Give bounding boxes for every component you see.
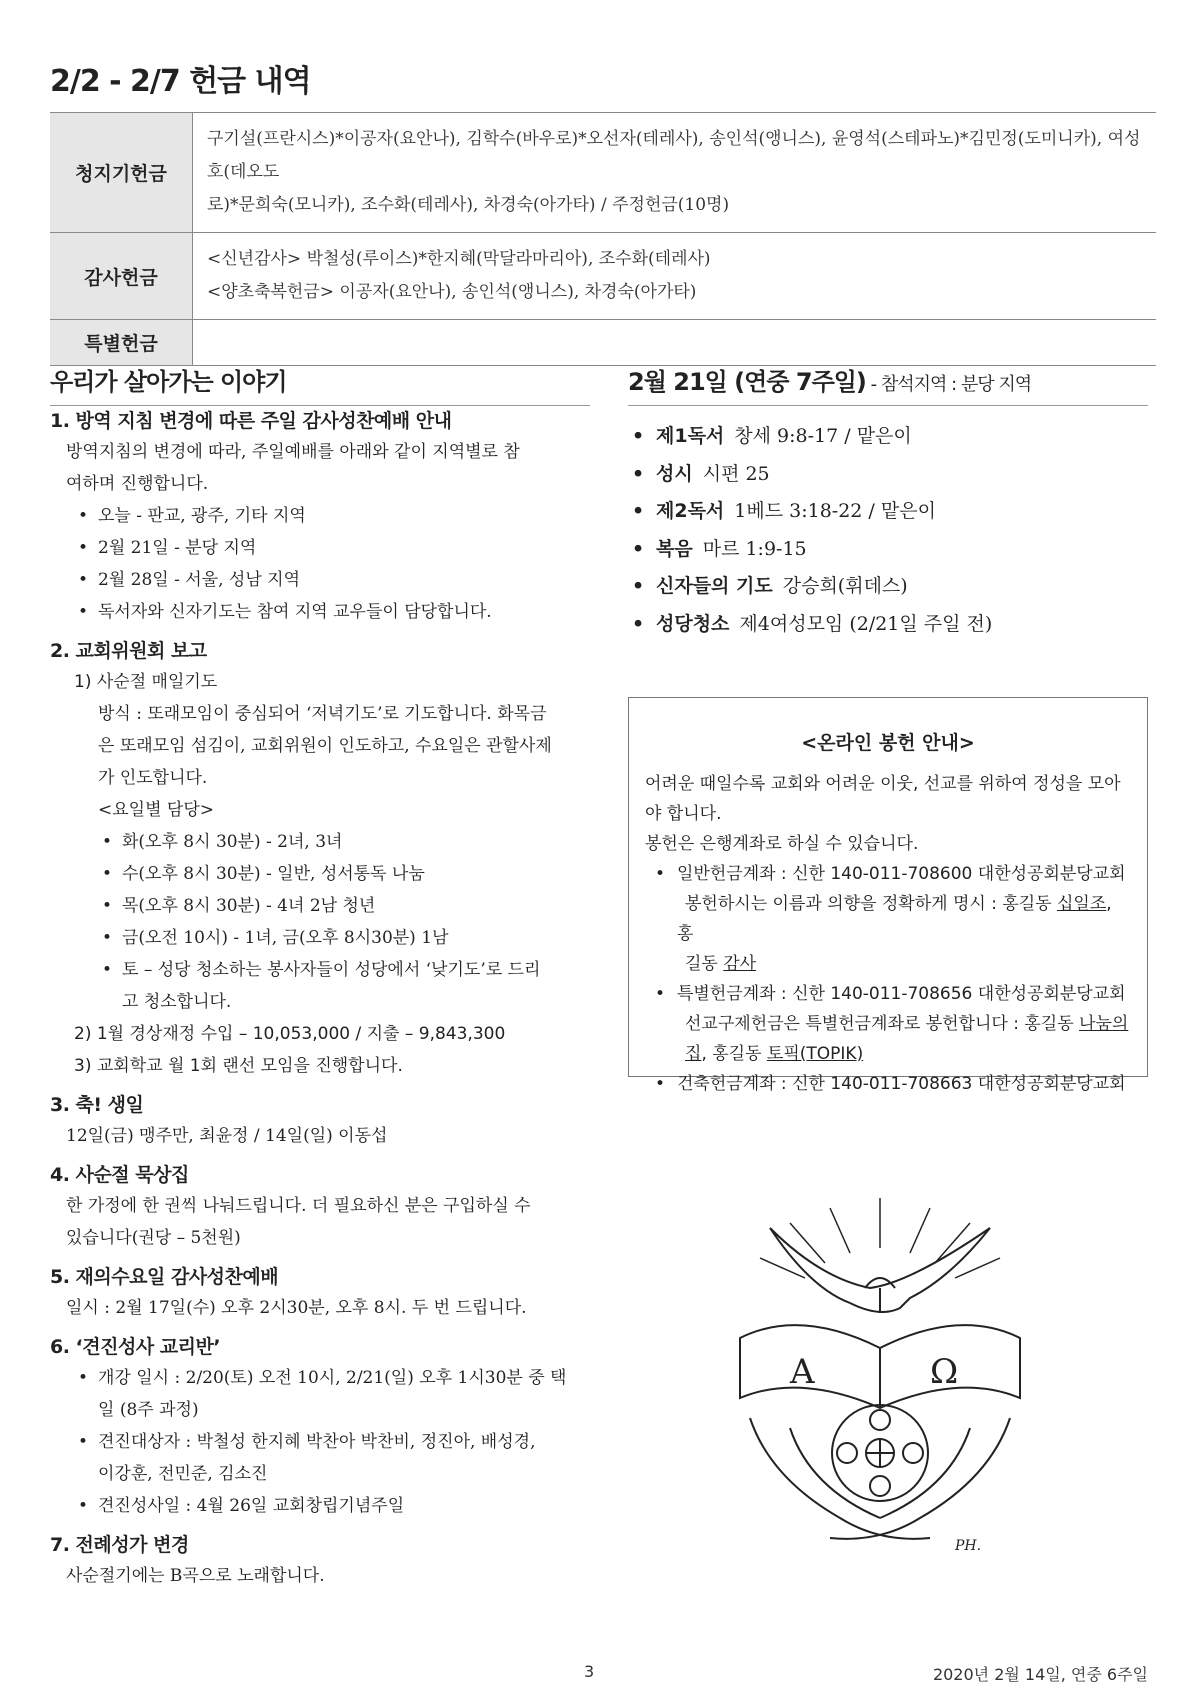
reading-value: 시편 25 — [702, 462, 770, 485]
note-text: 봉헌하시는 이름과 의향을 정확하게 명시 : 홍길동 — [685, 894, 1057, 914]
account-note — [677, 1044, 863, 1064]
list-item-text: 일 (8주 과정) — [98, 1400, 199, 1420]
note-example: 집 — [685, 1044, 702, 1064]
story-text: 여하며 진행합니다. — [66, 474, 209, 494]
reading-item — [628, 418, 1168, 456]
service-title-main: 2월 21일 (연중 7주일) — [628, 368, 866, 396]
reading-value: 강승희(휘데스) — [782, 575, 908, 597]
list-item-text: 견진대상자 : 박철성 한지혜 박찬아 박찬비, 정진아, 배성경, — [98, 1432, 536, 1452]
story-subheading: 2) 1월 경상재정 수입 – 10,053,000 / 지출 – 9,843,300 — [74, 1024, 506, 1044]
list-item: • 독서자와 신자기도는 참여 지역 교우들이 담당합니다. — [74, 596, 590, 628]
story-heading: 1. 방역 지침 변경에 따른 주일 감사성찬예배 안내 — [50, 410, 452, 432]
list-item-text: 토 – 성당 청소하는 봉사자들이 성당에서 ‘낮기도’로 드리 — [122, 960, 541, 980]
reading-value: 제4여성모임 (2/21일 주일 전) — [739, 612, 993, 635]
note-text: 길동 — [685, 954, 724, 974]
reading-item — [628, 606, 1168, 644]
reading-label: 제2독서 — [656, 500, 725, 522]
story-text: 한 가정에 한 권씩 나눠드립니다. 더 필요하신 분은 구입하실 수 — [66, 1196, 531, 1216]
account-note — [677, 954, 756, 974]
story-heading: 7. 전례성가 변경 — [50, 1534, 189, 1556]
offering-title: 2/2 - 2/7 헌금 내역 — [50, 56, 1150, 113]
story-subheading: 1) 사순절 매일기도 — [74, 672, 218, 692]
note-example: 십일조 — [1057, 894, 1107, 914]
reading-value: 1베드 3:18-22 / 맡은이 — [734, 500, 936, 522]
list-item — [98, 954, 590, 1018]
offering-row-special — [50, 320, 1156, 366]
offering-value — [193, 113, 1157, 233]
list-item — [74, 1426, 590, 1490]
reading-item — [628, 456, 1168, 494]
online-offering-box — [628, 697, 1148, 1094]
offering-line: <양초축복헌금> 이공자(요안나), 송인석(앵니스), 차경숙(아가타) — [207, 282, 697, 302]
online-intro: 야 합니다. — [645, 804, 722, 824]
story-text: 있습니다(권당 – 5천원) — [66, 1228, 241, 1248]
offering-table — [50, 112, 1156, 366]
story-heading: 6. ‘견진성사 교리반’ — [50, 1336, 221, 1358]
story-list — [50, 1362, 590, 1522]
story-heading: 5. 재의수요일 감사성찬예배 — [50, 1266, 279, 1288]
offering-label: 감사헌금 — [50, 233, 193, 320]
story-subheading: 3) 교회학교 월 1회 랜선 모임을 진행합니다. — [74, 1056, 403, 1076]
offering-line: <신년감사> 박철성(루이스)*한지혜(막달라마리아), 조수화(테레사) — [207, 249, 711, 269]
account-item — [653, 859, 1131, 979]
offering-label: 특별헌금 — [50, 320, 193, 366]
schedule-label: <요일별 담당> — [98, 800, 215, 820]
reading-item — [628, 531, 1168, 569]
list-item: • 수(오후 8시 30분) - 일반, 성서통독 나눔 — [98, 858, 590, 890]
offering-value — [193, 233, 1157, 320]
offering-label: 청지기헌금 — [50, 113, 193, 233]
reading-label: 제1독서 — [656, 425, 725, 447]
list-item-text: 개강 일시 : 2/20(토) 오전 10시, 2/21(일) 오후 1시30분 중 택 — [98, 1368, 567, 1388]
footer-date: 2020년 2월 14일, 연중 6주일 — [932, 1665, 1148, 1684]
offering-line: 구기설(프란시스)*이공자(요안나), 김학수(바우로)*오선자(테레사), 송인석(앵니스), 윤영석(스테파노)*김민정(도미니카), 여성호(데오도 — [207, 129, 1141, 182]
list-item: • 2월 28일 - 서울, 성남 지역 — [74, 564, 590, 596]
note-example: 토픽(TOPIK) — [766, 1044, 864, 1064]
note-example: 감사 — [723, 954, 757, 974]
list-item: • 금(오전 10시) - 1녀, 금(오후 8시30분) 1남 — [98, 922, 590, 954]
story-list — [50, 500, 590, 628]
reading-value: 마르 1:9-15 — [702, 537, 807, 560]
online-intro: 봉헌은 은행계좌로 하실 수 있습니다. — [645, 834, 919, 854]
note-text: , 홍 — [677, 894, 1112, 944]
list-item: • 목(오후 8시 30분) - 4녀 2남 청년 — [98, 890, 590, 922]
reading-item — [628, 493, 1168, 531]
offering-row-thanks — [50, 233, 1156, 320]
list-item: • 화(오후 8시 30분) - 2녀, 3녀 — [98, 826, 590, 858]
note-text: , 홍길동 — [701, 1044, 767, 1064]
bread-icon — [832, 1405, 928, 1501]
story-text: 일시 : 2월 17일(수) 오후 2시30분, 오후 8시. 두 번 드립니다. — [66, 1298, 527, 1318]
story-text: 사순절기에는 B곡으로 노래합니다. — [66, 1566, 325, 1586]
story-text: 방역지침의 변경에 따라, 주일예배를 아래와 같이 지역별로 참 — [66, 442, 520, 462]
service-readings — [628, 418, 1168, 643]
offering-row-steward — [50, 113, 1156, 233]
service-title-sub: - 참석지역 : 분당 지역 — [865, 374, 1032, 395]
list-item: • 견진성사일 : 4월 26일 교회창립기념주일 — [74, 1490, 590, 1522]
online-intro: 어려운 때일수록 교회와 어려운 이웃, 선교를 위하여 정성을 모아 — [645, 774, 1121, 794]
service-title — [628, 362, 1148, 406]
offering-value — [193, 320, 1157, 366]
story-text: 12일(금) 맹주만, 최윤정 / 14일(일) 이동섭 — [66, 1126, 388, 1146]
offering-line: 로)*문희숙(모니카), 조수화(테레사), 차경숙(아가타) / 주정헌금(10명) — [207, 195, 730, 215]
account-list — [645, 859, 1131, 1099]
story-text: 가 인도합니다. — [98, 768, 208, 788]
reading-item — [628, 568, 1168, 606]
note-example: 나눔의 — [1079, 1014, 1129, 1034]
list-item-text: 고 청소합니다. — [122, 992, 232, 1012]
reading-label: 신자들의 기도 — [656, 575, 773, 597]
dove-book-illustration — [730, 1188, 1030, 1558]
story-column — [50, 406, 590, 1592]
story-text: 은 또래모임 섬김이, 교회위원이 인도하고, 수요일은 관할사제 — [98, 736, 552, 756]
list-item-text: 이강훈, 전민준, 김소진 — [98, 1464, 268, 1484]
note-text: 선교구제헌금은 특별헌금계좌로 봉헌합니다 : 홍길동 — [685, 1014, 1080, 1034]
story-heading: 4. 사순절 묵상집 — [50, 1164, 189, 1186]
story-heading: 2. 교회위원회 보고 — [50, 640, 207, 662]
account-text: 특별헌금계좌 : 신한 140-011-708656 대한성공회분당교회 — [677, 984, 1126, 1004]
readings-list — [628, 418, 1168, 643]
list-item — [74, 1362, 590, 1426]
reading-value: 창세 9:8-17 / 맡은이 — [734, 425, 912, 447]
story-text: 방식 : 또래모임이 중심되어 ‘저녁기도’로 기도합니다. 화목금 — [98, 704, 547, 724]
page-number: 3 — [584, 1662, 595, 1681]
book-icon — [740, 1325, 1020, 1408]
story-heading: 3. 축! 생일 — [50, 1094, 144, 1116]
account-note — [677, 1014, 1128, 1034]
story-title: 우리가 살아가는 이야기 — [50, 362, 590, 406]
account-note — [677, 894, 1112, 944]
svg-text:A: A — [790, 1352, 815, 1392]
hands-icon — [750, 1418, 1010, 1539]
account-text: 일반헌금계좌 : 신한 140-011-708600 대한성공회분당교회 — [677, 864, 1126, 884]
svg-text:Ω: Ω — [930, 1352, 959, 1392]
illustration-signature: PH. — [955, 1538, 982, 1554]
reading-label: 성시 — [656, 462, 693, 485]
schedule-list — [50, 826, 590, 1018]
account-item — [653, 979, 1131, 1069]
reading-label: 복음 — [656, 537, 693, 560]
online-title: <온라인 봉헌 안내> — [801, 732, 975, 754]
rays — [760, 1198, 1000, 1278]
list-item: • 오늘 - 판교, 광주, 기타 지역 — [74, 500, 590, 532]
list-item: • 2월 21일 - 분당 지역 — [74, 532, 590, 564]
reading-label: 성당청소 — [656, 612, 730, 635]
account-item: • 건축헌금계좌 : 신한 140-011-708663 대한성공회분당교회 — [653, 1069, 1131, 1099]
